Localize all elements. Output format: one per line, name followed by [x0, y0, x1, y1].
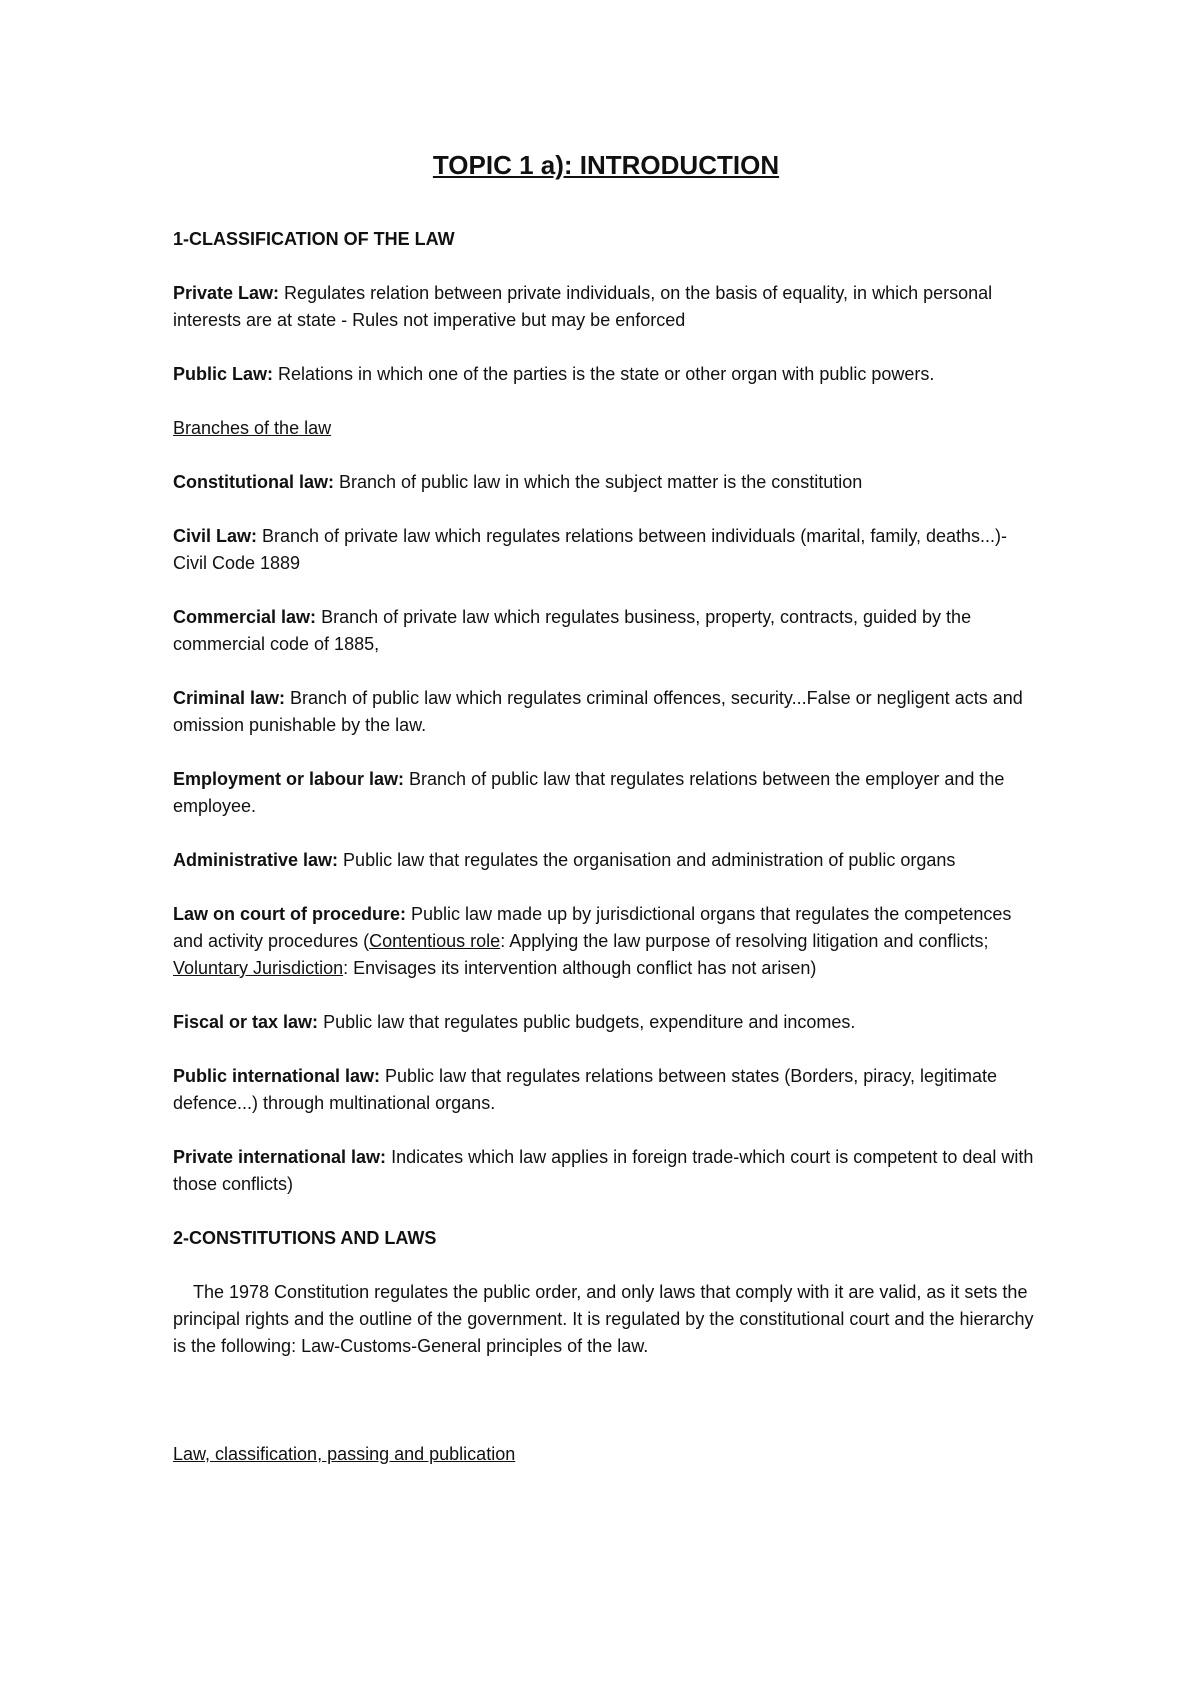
- page-title: TOPIC 1 a): INTRODUCTION: [432, 150, 780, 180]
- term-definition: Branch of private law which regulates business, property, contracts, guided by the commercial code of 1885,: [173, 607, 972, 654]
- term-definition: Public law that regulates relations between states (Borders, piracy, legitimate defence...) through multinational organs.: [173, 1066, 997, 1113]
- term-label: Law on court of procedure:: [173, 904, 407, 924]
- term-definition: Relations in which one of the parties is the state or other organ with public powers.: [273, 364, 935, 384]
- entry-fiscal-law: [173, 1009, 1039, 1036]
- term-definition: Public law that regulates public budgets, expenditure and incomes.: [318, 1012, 856, 1032]
- entry-administrative-law: [173, 847, 1039, 874]
- document-body: [173, 148, 1039, 1495]
- term-label: Criminal law:: [173, 688, 286, 708]
- term-definition: Indicates which law applies in foreign trade-which court is competent to deal with those conflicts): [173, 1147, 1034, 1194]
- entry-criminal-law: [173, 685, 1039, 739]
- entry-procedure-law: [173, 901, 1039, 982]
- entry-private-law: [173, 280, 1039, 334]
- term-definition: Regulates relation between private individuals, on the basis of equality, in which personal interests are at state - Rules not imperative but may be enforced: [173, 283, 993, 330]
- term-definition: Branch of private law which regulates relations between individuals (marital, family, deaths...)-Civil Code 1889: [173, 526, 1008, 573]
- term-definition-part: : Envisages its intervention although conflict has not arisen): [343, 958, 817, 978]
- term-label: Private international law:: [173, 1147, 387, 1167]
- entry-civil-law: [173, 523, 1039, 577]
- term-label: Private Law:: [173, 283, 280, 303]
- term-definition: Branch of public law in which the subject matter is the constitution: [334, 472, 863, 492]
- entry-commercial-law: [173, 604, 1039, 658]
- entry-public-international-law: [173, 1063, 1039, 1117]
- section-heading-constitutions: 2-CONSTITUTIONS AND LAWS: [173, 1228, 437, 1248]
- underlined-term-voluntary: Voluntary Jurisdiction: [173, 958, 344, 978]
- term-definition-part: Public law made up by jurisdictional organs that regulates the competences and activity procedures (: [173, 904, 1012, 951]
- term-definition: Branch of public law which regulates criminal offences, security...False or negligent acts and omission punishable by the law.: [173, 688, 1023, 735]
- underlined-term-contentious: Contentious role: [369, 931, 501, 951]
- term-definition-part: : Applying the law purpose of resolving litigation and conflicts;: [500, 931, 989, 951]
- term-label: Constitutional law:: [173, 472, 334, 492]
- term-label: Public international law:: [173, 1066, 381, 1086]
- entry-constitutional-law: [173, 469, 1039, 496]
- subheading-law-classification: Law, classification, passing and publication: [173, 1444, 516, 1464]
- entry-private-international-law: [173, 1144, 1039, 1198]
- term-definition: Public law that regulates the organisation and administration of public organs: [338, 850, 956, 870]
- term-label: Public Law:: [173, 364, 274, 384]
- term-label: Fiscal or tax law:: [173, 1012, 319, 1032]
- term-label: Employment or labour law:: [173, 769, 405, 789]
- subheading-branches: Branches of the law: [173, 418, 332, 438]
- paragraph-constitution: The 1978 Constitution regulates the public order, and only laws that comply with it are valid, as it sets the principal rights and the outline of the government. It is regulated by the constitutional court and the hierarchy is the following: Law-Customs-General principles of the law.: [173, 1282, 1034, 1356]
- term-label: Administrative law:: [173, 850, 339, 870]
- term-label: Civil Law:: [173, 526, 258, 546]
- blank-space: [173, 1387, 1039, 1441]
- entry-public-law: [173, 361, 1039, 388]
- term-definition: Branch of public law that regulates relations between the employer and the employee.: [173, 769, 1005, 816]
- section-heading-classification: 1-CLASSIFICATION OF THE LAW: [173, 229, 455, 249]
- entry-employment-law: [173, 766, 1039, 820]
- term-label: Commercial law:: [173, 607, 317, 627]
